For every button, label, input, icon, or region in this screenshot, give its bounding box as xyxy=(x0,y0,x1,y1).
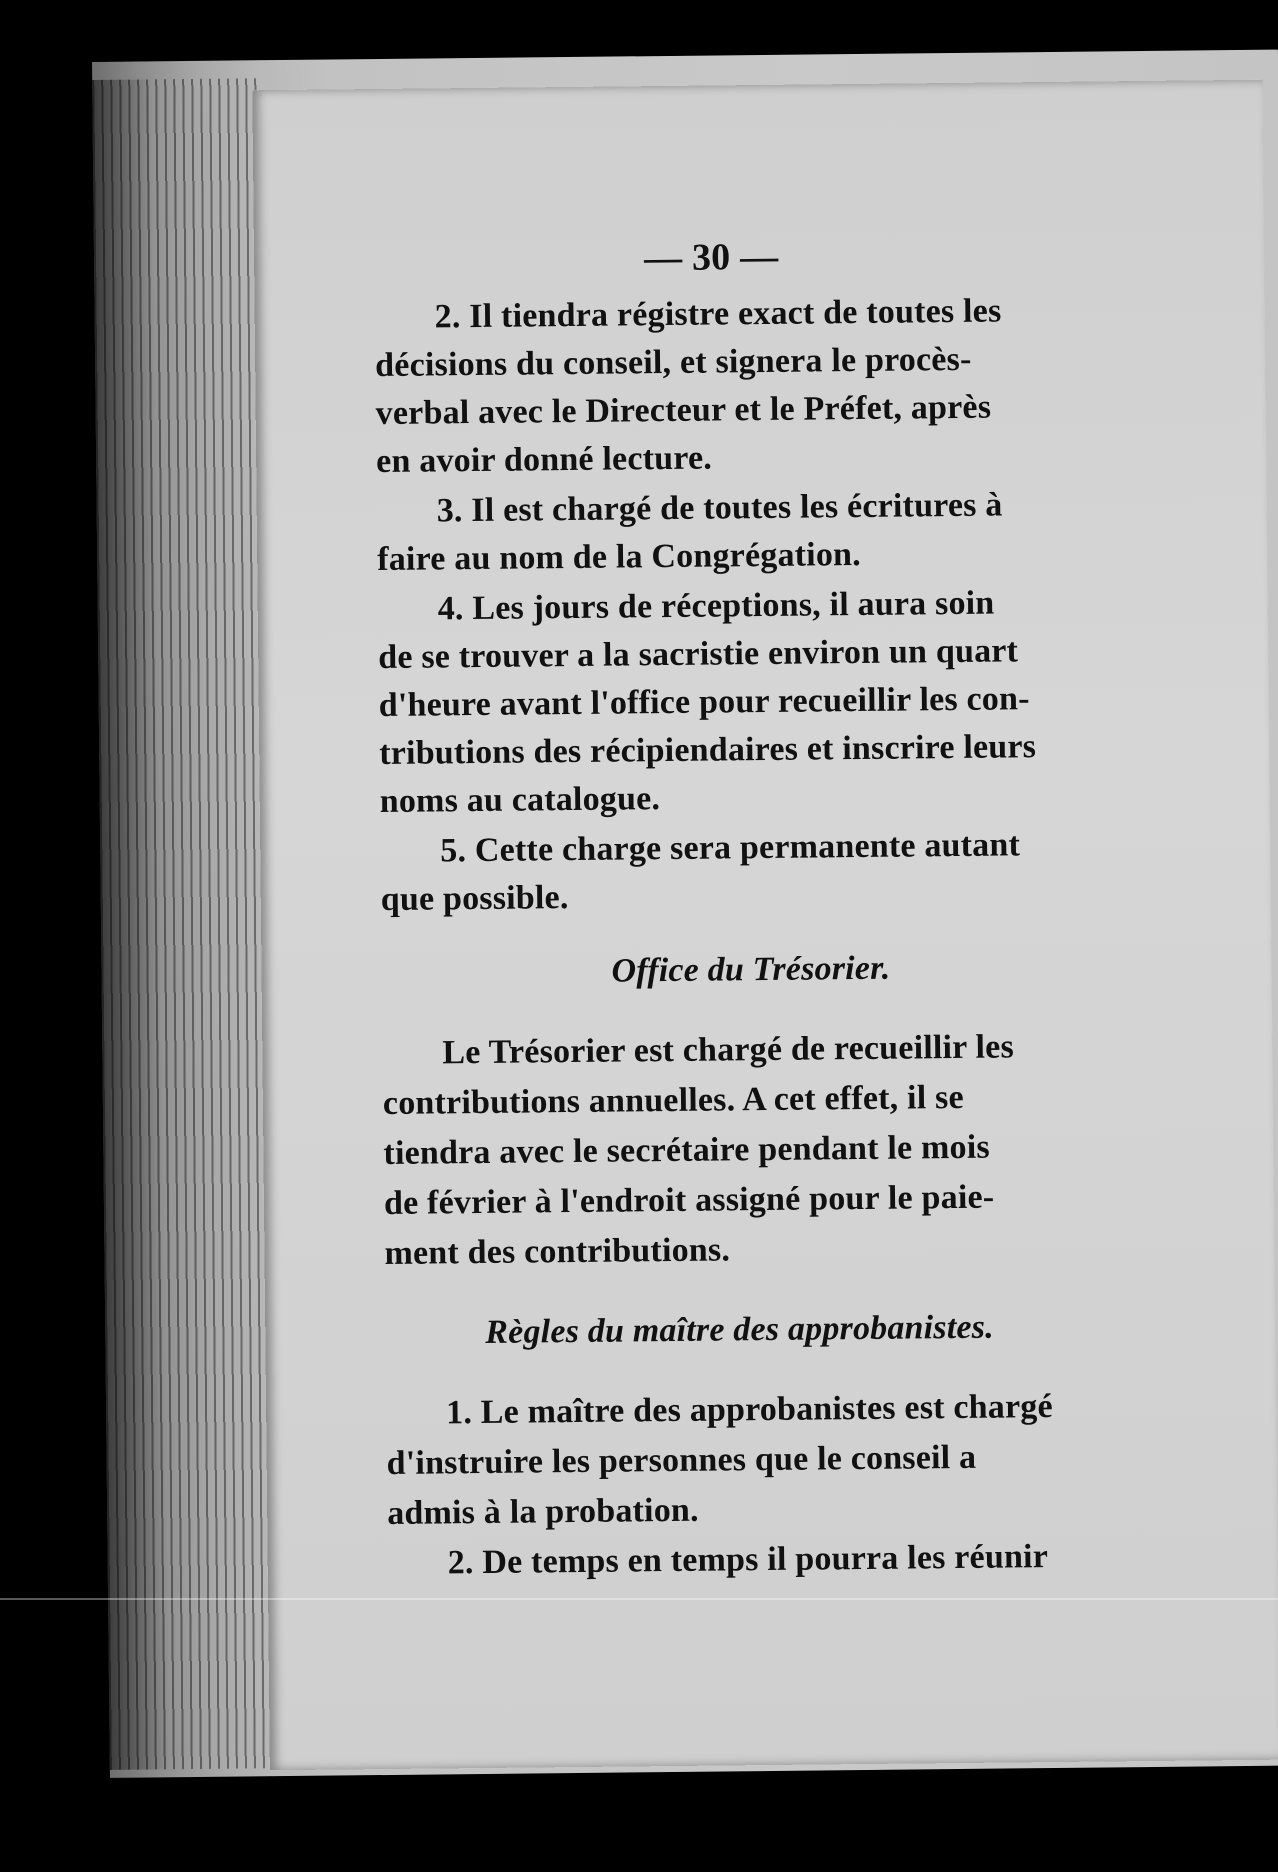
printed-page xyxy=(252,80,1278,1770)
text-line: Le Trésorier est chargé de recueillir les xyxy=(442,1028,1015,1072)
text-line: admis à la probation. xyxy=(387,1491,699,1532)
text-line: 3. Il est chargé de toutes les écritures à xyxy=(436,486,1003,530)
section-heading-tresorier: Office du Trésorier. xyxy=(611,949,891,990)
book xyxy=(92,50,1278,1778)
text-line: noms au catalogue. xyxy=(379,780,661,821)
text-line: 2. Il tiendra régistre exact de toutes les xyxy=(434,292,1002,336)
text-line: de février à l'endroit assigné pour le paie- xyxy=(383,1178,995,1223)
text-line: de se trouver a la sacristie environ un quart xyxy=(378,632,1019,677)
text-line: en avoir donné lecture. xyxy=(376,439,713,481)
text-line: contributions annuelles. A cet effet, il se xyxy=(382,1078,964,1123)
text-line: ment des contributions. xyxy=(384,1231,731,1273)
text-line: tributions des récipiendaires et inscrire leurs xyxy=(379,728,1037,773)
text-line: 2. De temps en temps il pourra les réunir xyxy=(447,1538,1049,1582)
text-line: que possible. xyxy=(380,879,569,919)
text-line: 1. Le maître des approbanistes est chargé xyxy=(445,1388,1053,1432)
section-heading-maitre: Règles du maître des approbanistes. xyxy=(485,1308,995,1351)
text-line: décisions du conseil, et signera le procès- xyxy=(375,340,972,385)
text-line: tiendra avec le secrétaire pendant le mois xyxy=(383,1128,991,1173)
text-line: faire au nom de la Congrégation. xyxy=(377,535,862,579)
text-line: d'heure avant l'office pour recueillir les con- xyxy=(378,680,1030,725)
page-number: — 30 — xyxy=(643,235,779,280)
text-line: d'instruire les personnes que le conseil a xyxy=(386,1438,977,1482)
text-line: verbal avec le Directeur et le Préfet, après xyxy=(375,388,992,433)
text-line: 5. Cette charge sera permanente autant xyxy=(440,826,1021,870)
text-line: 4. Les jours de réceptions, il aura soin xyxy=(437,584,995,628)
scan-artifact-line xyxy=(0,1598,1278,1600)
